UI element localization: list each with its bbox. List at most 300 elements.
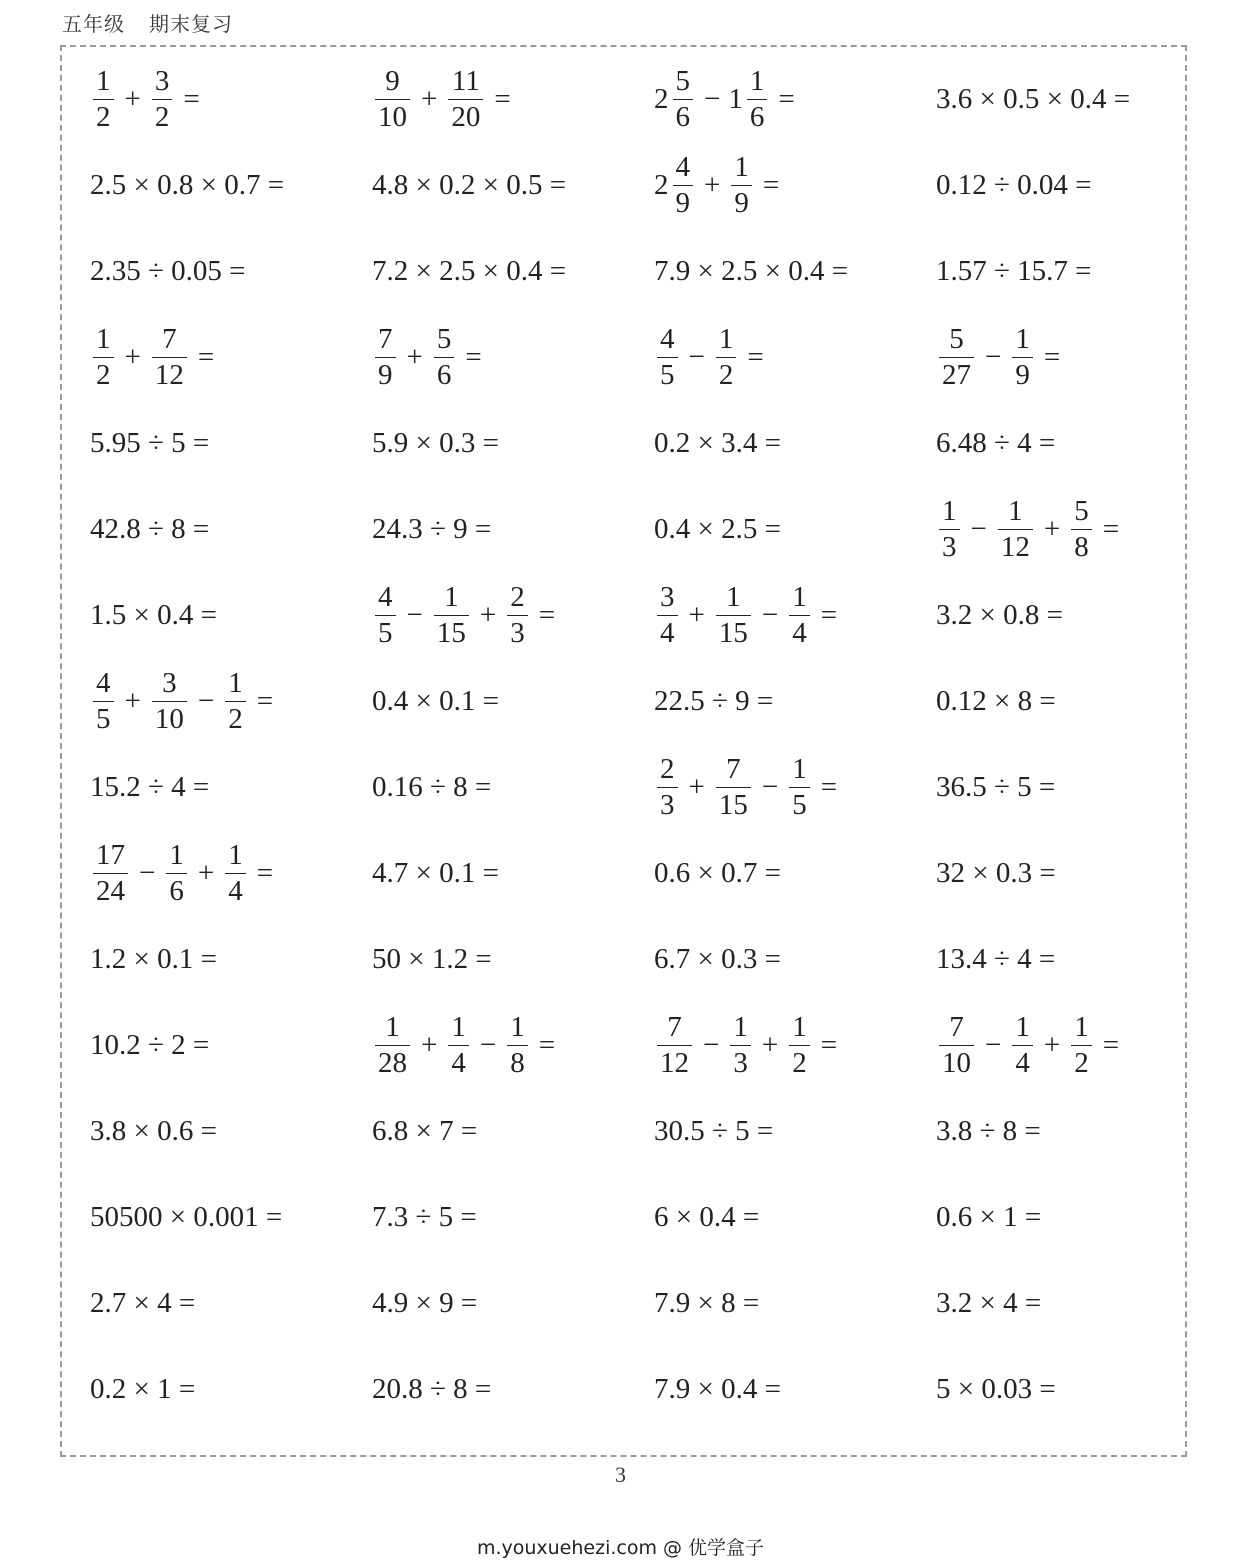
fraction-numerator: 1 bbox=[444, 580, 459, 613]
fraction-numerator: 17 bbox=[96, 838, 125, 871]
fraction bbox=[657, 322, 678, 391]
fraction-denominator: 3 bbox=[939, 529, 960, 562]
exercise-problem bbox=[936, 1346, 1056, 1432]
operator: − bbox=[479, 1028, 497, 1061]
exercise-problem bbox=[90, 1174, 282, 1260]
exercise-problem bbox=[654, 744, 845, 830]
exercise-row bbox=[90, 1002, 1220, 1088]
operator: = bbox=[820, 1028, 838, 1061]
fraction-numerator: 1 bbox=[228, 666, 243, 699]
fraction bbox=[152, 64, 173, 133]
exercise-problem bbox=[654, 830, 781, 916]
exercise-problem bbox=[372, 916, 492, 1002]
fraction bbox=[375, 322, 396, 391]
problem-text: 7.9 × 0.4 = bbox=[654, 1372, 781, 1405]
fraction-denominator: 9 bbox=[673, 185, 694, 218]
fraction bbox=[939, 494, 960, 563]
fraction bbox=[730, 1010, 751, 1079]
fraction-denominator: 15 bbox=[434, 615, 469, 648]
fraction-denominator: 6 bbox=[166, 873, 187, 906]
fraction-denominator: 4 bbox=[789, 615, 810, 648]
operator: − bbox=[761, 598, 779, 631]
exercise-problem bbox=[372, 830, 499, 916]
fraction bbox=[657, 580, 678, 649]
fraction-numerator: 1 bbox=[942, 494, 957, 527]
fraction-denominator: 24 bbox=[93, 873, 128, 906]
problem-text: 6.48 ÷ 4 = bbox=[936, 426, 1056, 459]
fraction-denominator: 6 bbox=[673, 99, 694, 132]
fraction bbox=[507, 580, 528, 649]
operator: = bbox=[465, 340, 482, 373]
operator: + bbox=[124, 82, 141, 115]
fraction-denominator: 2 bbox=[789, 1045, 810, 1078]
fraction bbox=[507, 1010, 528, 1079]
problem-text: 4.9 × 9 = bbox=[372, 1286, 478, 1319]
exercise-problem bbox=[936, 1174, 1041, 1260]
problem-text: 7.9 × 8 = bbox=[654, 1286, 760, 1319]
fraction bbox=[747, 64, 768, 133]
exercise-row bbox=[90, 228, 1220, 314]
fraction-denominator: 9 bbox=[375, 357, 396, 390]
fraction-denominator: 5 bbox=[93, 701, 114, 734]
exercise-problem bbox=[654, 1088, 773, 1174]
exercise-problem bbox=[90, 572, 217, 658]
exercise-grid bbox=[90, 56, 1220, 1432]
exercise-row bbox=[90, 314, 1220, 400]
fraction bbox=[789, 580, 810, 649]
problem-text: 3.8 × 0.6 = bbox=[90, 1114, 217, 1147]
problem-text: 0.4 × 2.5 = bbox=[654, 512, 781, 545]
problem-text: 20.8 ÷ 8 = bbox=[372, 1372, 492, 1405]
fraction-numerator: 4 bbox=[660, 322, 675, 355]
header-grade: 五年级 bbox=[62, 12, 125, 36]
operator: + bbox=[688, 770, 705, 803]
operator: = bbox=[1102, 512, 1120, 545]
operator: − bbox=[970, 512, 987, 545]
fraction-numerator: 9 bbox=[385, 64, 400, 97]
fraction bbox=[225, 838, 246, 907]
footer-watermark: m.youxuehezi.com @ 优学盒子 bbox=[476, 1537, 765, 1559]
fraction-denominator: 4 bbox=[448, 1045, 469, 1078]
problem-text: 7.3 ÷ 5 = bbox=[372, 1200, 477, 1233]
fraction-denominator: 12 bbox=[998, 529, 1033, 562]
fraction-numerator: 3 bbox=[154, 64, 170, 97]
exercise-problem bbox=[372, 658, 499, 744]
exercise-problem bbox=[372, 1088, 477, 1174]
fraction-numerator: 1 bbox=[1015, 1010, 1030, 1043]
exercise-problem bbox=[654, 400, 781, 486]
fraction bbox=[375, 64, 410, 133]
page-header bbox=[62, 8, 233, 37]
fraction-denominator: 12 bbox=[152, 357, 187, 390]
operator: + bbox=[421, 82, 438, 115]
fraction-numerator: 11 bbox=[451, 64, 480, 97]
problem-text: 0.6 × 1 = bbox=[936, 1200, 1042, 1233]
exercise-problem bbox=[90, 1346, 195, 1432]
exercise-problem bbox=[90, 228, 246, 314]
fraction-numerator: 1 bbox=[510, 1010, 525, 1043]
fraction bbox=[1012, 1010, 1033, 1079]
exercise-problem bbox=[936, 228, 1092, 314]
operator: − bbox=[985, 1028, 1002, 1061]
exercise-problem bbox=[654, 314, 772, 400]
fraction-denominator: 3 bbox=[507, 615, 528, 648]
problem-text: 24.3 ÷ 9 = bbox=[372, 512, 492, 545]
fraction-numerator: 2 bbox=[660, 752, 675, 785]
exercise-row bbox=[90, 56, 1220, 142]
fraction-numerator: 3 bbox=[162, 666, 177, 699]
operator: + bbox=[1043, 512, 1061, 545]
problem-text: 1.2 × 0.1 = bbox=[90, 942, 217, 975]
exercise-problem bbox=[936, 142, 1092, 228]
exercise-problem bbox=[90, 1260, 195, 1346]
fraction-numerator: 1 bbox=[734, 150, 749, 183]
exercise-problem bbox=[90, 1002, 209, 1088]
fraction-numerator: 4 bbox=[378, 580, 393, 613]
exercise-problem bbox=[936, 400, 1055, 486]
fraction-denominator: 2 bbox=[93, 357, 114, 390]
fraction-denominator: 4 bbox=[1012, 1045, 1033, 1078]
fraction-denominator: 3 bbox=[730, 1045, 751, 1078]
fraction-denominator: 2 bbox=[225, 701, 246, 734]
exercise-problem bbox=[936, 486, 1127, 572]
exercise-problem bbox=[372, 400, 499, 486]
problem-text: 10.2 ÷ 2 = bbox=[90, 1028, 210, 1061]
exercise-problem bbox=[90, 1088, 217, 1174]
fraction-denominator: 2 bbox=[93, 99, 114, 132]
fraction-numerator: 1 bbox=[749, 64, 765, 97]
exercise-problem bbox=[936, 830, 1056, 916]
exercise-problem bbox=[372, 486, 491, 572]
fraction-denominator: 10 bbox=[939, 1045, 974, 1078]
fraction bbox=[1071, 1010, 1092, 1079]
exercise-problem bbox=[654, 56, 803, 142]
fraction bbox=[789, 1010, 810, 1079]
exercise-problem bbox=[90, 142, 284, 228]
exercise-problem bbox=[936, 1088, 1041, 1174]
fraction-numerator: 1 bbox=[733, 1010, 748, 1043]
fraction-numerator: 1 bbox=[792, 752, 807, 785]
mixed-number-whole: 2 bbox=[654, 82, 669, 115]
operator: = bbox=[197, 340, 215, 373]
operator: + bbox=[688, 598, 705, 631]
exercise-problem bbox=[936, 1260, 1041, 1346]
exercise-problem bbox=[90, 314, 222, 400]
fraction-denominator: 2 bbox=[1071, 1045, 1092, 1078]
fraction-numerator: 1 bbox=[169, 838, 184, 871]
operator: − bbox=[139, 856, 156, 889]
fraction-numerator: 1 bbox=[1008, 494, 1023, 527]
operator: = bbox=[820, 598, 838, 631]
exercise-problem bbox=[654, 1260, 759, 1346]
fraction-denominator: 28 bbox=[375, 1045, 410, 1078]
fraction-numerator: 5 bbox=[436, 322, 452, 355]
exercise-problem bbox=[90, 486, 209, 572]
fraction-numerator: 1 bbox=[726, 580, 741, 613]
fraction bbox=[998, 494, 1033, 563]
fraction bbox=[657, 752, 678, 821]
fraction-numerator: 7 bbox=[378, 322, 393, 355]
mixed-number-whole: 1 bbox=[728, 82, 743, 115]
exercise-problem bbox=[936, 1002, 1127, 1088]
problem-text: 50 × 1.2 = bbox=[372, 942, 492, 975]
exercise-row bbox=[90, 1174, 1220, 1260]
exercise-problem bbox=[372, 56, 519, 142]
fraction bbox=[716, 752, 751, 821]
problem-text: 5 × 0.03 = bbox=[936, 1372, 1056, 1405]
operator: − bbox=[688, 340, 705, 373]
fraction-numerator: 7 bbox=[162, 322, 177, 355]
operator: − bbox=[761, 770, 779, 803]
header-subtitle: 期末复习 bbox=[149, 12, 233, 36]
problem-text: 22.5 ÷ 9 = bbox=[654, 684, 774, 717]
exercise-problem bbox=[90, 744, 209, 830]
operator: + bbox=[197, 856, 215, 889]
fraction bbox=[225, 666, 246, 735]
problem-text: 13.4 ÷ 4 = bbox=[936, 942, 1056, 975]
operator: − bbox=[704, 82, 721, 115]
fraction-numerator: 7 bbox=[949, 1010, 964, 1043]
exercise-problem bbox=[372, 744, 491, 830]
problem-text: 0.12 ÷ 0.04 = bbox=[936, 168, 1092, 201]
fraction bbox=[448, 64, 483, 133]
fraction bbox=[434, 580, 469, 649]
fraction-numerator: 1 bbox=[792, 580, 807, 613]
exercise-row bbox=[90, 572, 1220, 658]
exercise-row bbox=[90, 400, 1220, 486]
fraction-numerator: 1 bbox=[385, 1010, 400, 1043]
fraction bbox=[93, 322, 114, 391]
fraction-denominator: 15 bbox=[716, 615, 751, 648]
fraction bbox=[152, 666, 187, 735]
fraction-denominator: 2 bbox=[716, 357, 737, 390]
fraction-numerator: 1 bbox=[792, 1010, 807, 1043]
problem-text: 0.6 × 0.7 = bbox=[654, 856, 781, 889]
fraction-denominator: 10 bbox=[375, 99, 410, 132]
fraction bbox=[93, 838, 128, 907]
fraction-denominator: 8 bbox=[507, 1045, 528, 1078]
exercise-problem bbox=[372, 314, 490, 400]
fraction-numerator: 1 bbox=[1074, 1010, 1089, 1043]
fraction-numerator: 1 bbox=[1015, 322, 1030, 355]
exercise-problem bbox=[372, 572, 563, 658]
operator: = bbox=[256, 684, 274, 717]
exercise-problem bbox=[90, 916, 217, 1002]
exercise-problem bbox=[936, 916, 1055, 1002]
fraction bbox=[448, 1010, 469, 1079]
operator: = bbox=[538, 1028, 556, 1061]
exercise-problem bbox=[654, 142, 787, 228]
operator: = bbox=[1102, 1028, 1120, 1061]
fraction bbox=[657, 1010, 692, 1079]
fraction bbox=[1012, 322, 1033, 391]
fraction-numerator: 3 bbox=[660, 580, 675, 613]
exercise-problem bbox=[654, 916, 781, 1002]
fraction-denominator: 5 bbox=[789, 787, 810, 820]
operator: = bbox=[183, 82, 200, 115]
fraction-denominator: 27 bbox=[939, 357, 974, 390]
problem-text: 6.8 × 7 = bbox=[372, 1114, 478, 1147]
fraction-numerator: 7 bbox=[667, 1010, 682, 1043]
problem-text: 5.95 ÷ 5 = bbox=[90, 426, 210, 459]
fraction-numerator: 5 bbox=[1074, 494, 1089, 527]
fraction bbox=[939, 322, 974, 391]
fraction-numerator: 1 bbox=[228, 838, 243, 871]
fraction bbox=[434, 322, 455, 391]
fraction-numerator: 5 bbox=[949, 322, 964, 355]
problem-text: 6.7 × 0.3 = bbox=[654, 942, 781, 975]
operator: = bbox=[820, 770, 838, 803]
problem-text: 2.7 × 4 = bbox=[90, 1286, 196, 1319]
operator: − bbox=[703, 1028, 720, 1061]
exercise-row bbox=[90, 142, 1220, 228]
exercise-problem bbox=[372, 1174, 477, 1260]
exercise-row bbox=[90, 1088, 1220, 1174]
fraction-denominator: 5 bbox=[375, 615, 396, 648]
fraction bbox=[731, 150, 752, 219]
fraction bbox=[152, 322, 187, 391]
operator: = bbox=[256, 856, 274, 889]
fraction-denominator: 9 bbox=[1012, 357, 1033, 390]
exercise-row bbox=[90, 916, 1220, 1002]
exercise-problem bbox=[654, 1174, 759, 1260]
fraction-denominator: 20 bbox=[448, 99, 483, 132]
exercise-row bbox=[90, 1260, 1220, 1346]
fraction bbox=[716, 580, 751, 649]
operator: = bbox=[762, 168, 780, 201]
exercise-problem bbox=[654, 572, 845, 658]
problem-text: 3.2 × 0.8 = bbox=[936, 598, 1063, 631]
problem-text: 32 × 0.3 = bbox=[936, 856, 1056, 889]
fraction-denominator: 9 bbox=[731, 185, 752, 218]
fraction bbox=[166, 838, 187, 907]
operator: + bbox=[761, 1028, 779, 1061]
fraction-denominator: 6 bbox=[434, 357, 455, 390]
page-number: 3 bbox=[615, 1462, 626, 1487]
fraction-denominator: 3 bbox=[657, 787, 678, 820]
fraction-denominator: 4 bbox=[225, 873, 246, 906]
operator: + bbox=[1043, 1028, 1061, 1061]
operator: − bbox=[406, 598, 423, 631]
fraction-denominator: 2 bbox=[152, 99, 173, 132]
exercise-problem bbox=[90, 658, 281, 744]
exercise-problem bbox=[654, 228, 848, 314]
exercise-problem bbox=[654, 1346, 781, 1432]
problem-text: 1.5 × 0.4 = bbox=[90, 598, 217, 631]
fraction-numerator: 4 bbox=[675, 150, 690, 183]
exercise-problem bbox=[372, 228, 566, 314]
operator: = bbox=[538, 598, 556, 631]
fraction-numerator: 1 bbox=[451, 1010, 466, 1043]
problem-text: 0.12 × 8 = bbox=[936, 684, 1056, 717]
fraction-numerator: 4 bbox=[96, 666, 111, 699]
exercise-problem bbox=[372, 1002, 563, 1088]
fraction-denominator: 5 bbox=[657, 357, 678, 390]
exercise-row bbox=[90, 830, 1220, 916]
problem-text: 3.2 × 4 = bbox=[936, 1286, 1042, 1319]
fraction bbox=[673, 64, 694, 133]
fraction-numerator: 1 bbox=[96, 322, 111, 355]
operator: + bbox=[421, 1028, 438, 1061]
problem-text: 7.9 × 2.5 × 0.4 = bbox=[654, 254, 849, 287]
exercise-problem bbox=[654, 1002, 845, 1088]
fraction bbox=[716, 322, 737, 391]
fraction-numerator: 5 bbox=[675, 64, 690, 97]
exercise-problem bbox=[372, 1346, 491, 1432]
exercise-problem bbox=[936, 314, 1068, 400]
problem-text: 3.8 ÷ 8 = bbox=[936, 1114, 1041, 1147]
problem-text: 0.16 ÷ 8 = bbox=[372, 770, 492, 803]
problem-text: 5.9 × 0.3 = bbox=[372, 426, 499, 459]
fraction-numerator: 1 bbox=[718, 322, 734, 355]
exercise-problem bbox=[936, 658, 1056, 744]
problem-text: 50500 × 0.001 = bbox=[90, 1200, 283, 1233]
mixed-number-whole: 2 bbox=[654, 168, 669, 201]
operator: = bbox=[747, 340, 764, 373]
problem-text: 4.7 × 0.1 = bbox=[372, 856, 499, 889]
operator: = bbox=[494, 82, 511, 115]
problem-text: 0.4 × 0.1 = bbox=[372, 684, 499, 717]
fraction bbox=[789, 752, 810, 821]
problem-text: 36.5 ÷ 5 = bbox=[936, 770, 1056, 803]
fraction bbox=[93, 666, 114, 735]
exercise-row bbox=[90, 658, 1220, 744]
exercise-row bbox=[90, 1346, 1220, 1432]
exercise-row bbox=[90, 744, 1220, 830]
operator: + bbox=[406, 340, 423, 373]
exercise-problem bbox=[372, 1260, 477, 1346]
problem-text: 1.57 ÷ 15.7 = bbox=[936, 254, 1092, 287]
operator: + bbox=[124, 340, 141, 373]
operator: + bbox=[124, 684, 141, 717]
fraction-denominator: 12 bbox=[657, 1045, 692, 1078]
problem-text: 42.8 ÷ 8 = bbox=[90, 512, 210, 545]
problem-text: 2.35 ÷ 0.05 = bbox=[90, 254, 246, 287]
fraction bbox=[673, 150, 694, 219]
operator: − bbox=[985, 340, 1002, 373]
problem-text: 7.2 × 2.5 × 0.4 = bbox=[372, 254, 567, 287]
exercise-problem bbox=[654, 486, 781, 572]
operator: = bbox=[778, 82, 795, 115]
exercise-problem bbox=[936, 56, 1130, 142]
problem-text: 0.2 × 1 = bbox=[90, 1372, 196, 1405]
exercise-problem bbox=[936, 744, 1055, 830]
fraction bbox=[93, 64, 114, 133]
exercise-problem bbox=[90, 830, 281, 916]
problem-text: 4.8 × 0.2 × 0.5 = bbox=[372, 168, 567, 201]
operator: + bbox=[704, 168, 721, 201]
exercise-problem bbox=[90, 400, 209, 486]
problem-text: 2.5 × 0.8 × 0.7 = bbox=[90, 168, 285, 201]
fraction-numerator: 7 bbox=[726, 752, 741, 785]
fraction-denominator: 10 bbox=[152, 701, 187, 734]
fraction bbox=[1071, 494, 1092, 563]
problem-text: 3.6 × 0.5 × 0.4 = bbox=[936, 82, 1131, 115]
fraction-denominator: 15 bbox=[716, 787, 751, 820]
problem-text: 0.2 × 3.4 = bbox=[654, 426, 781, 459]
exercise-problem bbox=[372, 142, 566, 228]
problem-text: 30.5 ÷ 5 = bbox=[654, 1114, 774, 1147]
fraction-denominator: 8 bbox=[1071, 529, 1092, 562]
exercise-problem bbox=[90, 56, 208, 142]
operator: + bbox=[479, 598, 497, 631]
problem-text: 6 × 0.4 = bbox=[654, 1200, 760, 1233]
fraction bbox=[375, 580, 396, 649]
fraction bbox=[939, 1010, 974, 1079]
fraction-denominator: 4 bbox=[657, 615, 678, 648]
exercise-problem bbox=[654, 658, 773, 744]
fraction-numerator: 2 bbox=[510, 580, 525, 613]
